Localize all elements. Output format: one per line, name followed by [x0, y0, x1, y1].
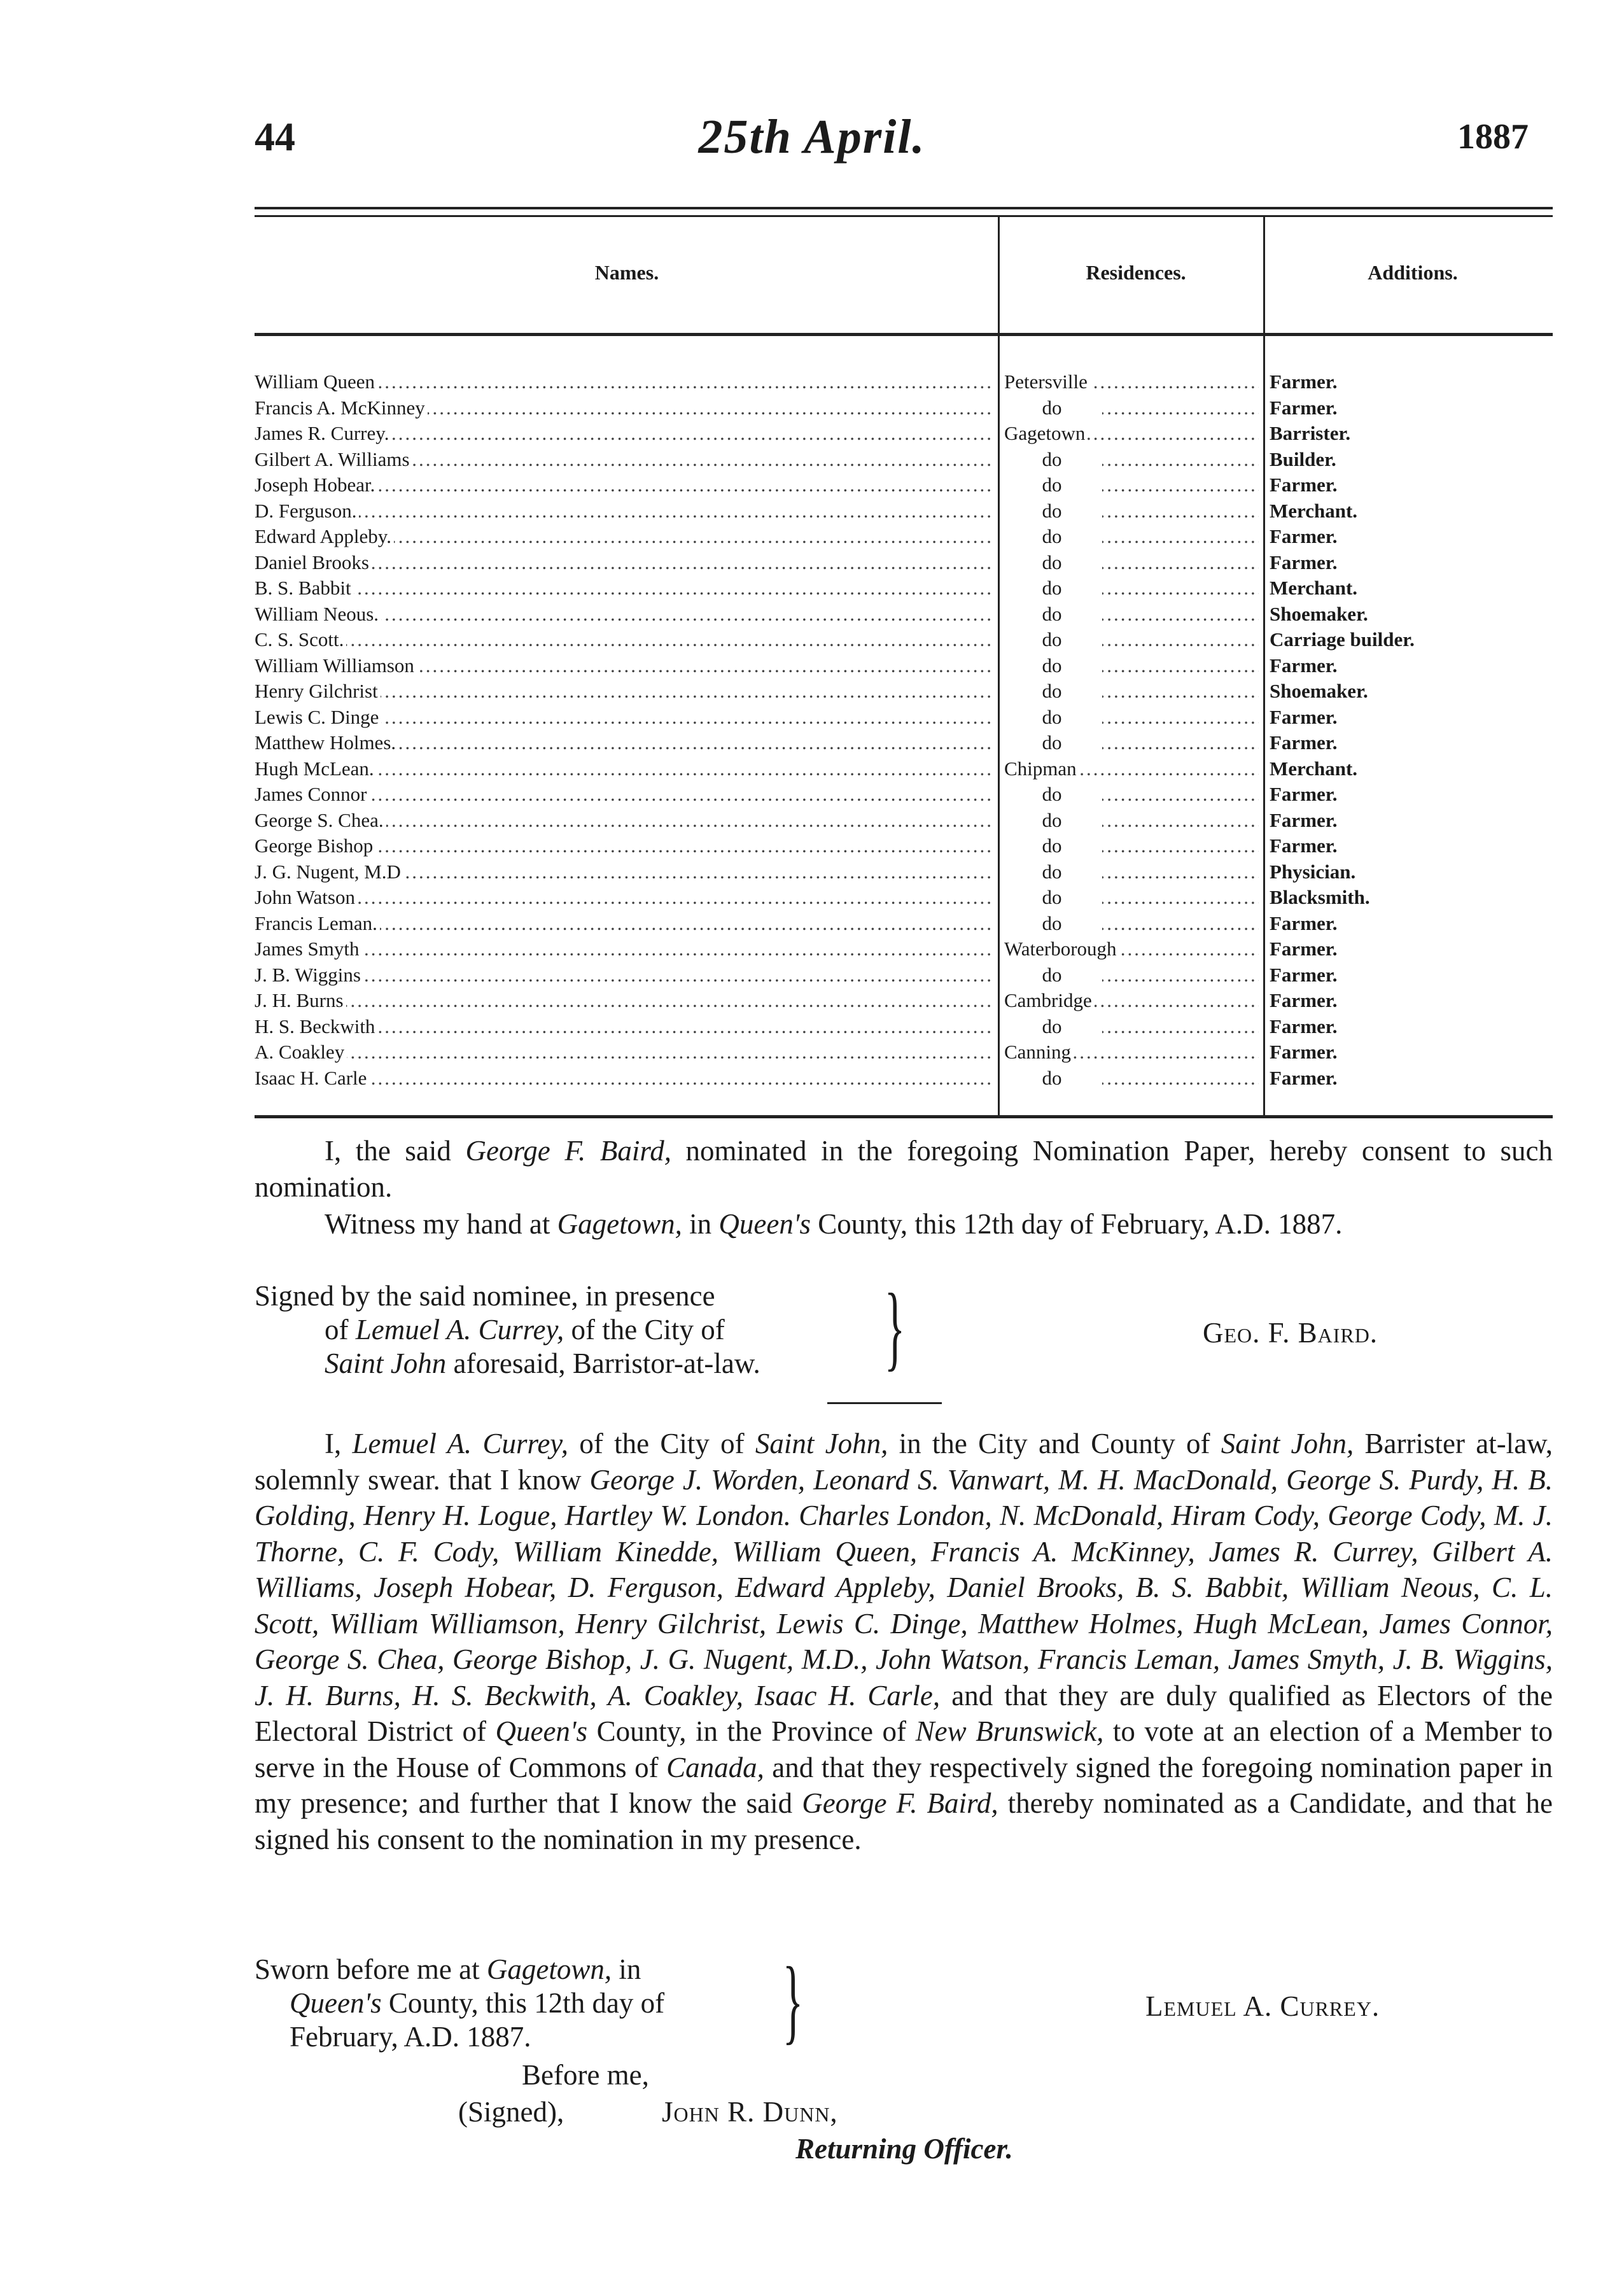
- elector-name: James Smyth .....: [255, 936, 993, 962]
- elector-residence: do .....: [1004, 627, 1259, 652]
- table-row: [255, 601, 1553, 628]
- returning-officer-title: Returning Officer.: [795, 2133, 1013, 2165]
- elector-residence: do .....: [1004, 447, 1259, 472]
- elector-residence: Cambridge .....: [1004, 988, 1259, 1013]
- elector-addition: Farmer.: [1270, 1015, 1338, 1037]
- table-row: [255, 472, 1553, 498]
- table-row: [255, 1065, 1553, 1092]
- elector-name: William Williamson .....: [255, 653, 993, 678]
- elector-addition: Shoemaker.: [1270, 602, 1368, 625]
- elector-name: Francis Leman. .....: [255, 911, 993, 936]
- elector-addition: Farmer.: [1270, 783, 1338, 805]
- elector-residence: do .....: [1004, 962, 1259, 988]
- table-header-rule: [255, 333, 1553, 336]
- table-row: [255, 705, 1553, 731]
- elector-name: George Bishop .....: [255, 833, 993, 859]
- column-header-additions: Additions.: [1368, 261, 1458, 284]
- elector-name: James Connor .....: [255, 782, 993, 807]
- elector-addition: Blacksmith.: [1270, 886, 1370, 908]
- table-row: [255, 421, 1553, 447]
- elector-residence: do .....: [1004, 885, 1259, 910]
- elector-residence: do .....: [1004, 833, 1259, 859]
- returning-officer-name: John R. Dunn,: [662, 2096, 838, 2128]
- affidavit-paragraph: I, Lemuel A. Currey, of the City of Saint John, in the City and County of Saint John, Barrister at-law, solemnly swear. that I know George J. Worden, Leonard S. Vanwart, M. H. MacDonald, George S. Purdy, H. B. Golding, Henry H. Logue, Hartley W. London. Charles London, N. McDonald, Hiram Cody, George Cody, M. J. Thorne, C. F. Cody, William Kinedde, William Queen, Francis A. McKinney, James R. Currey, Gilbert A. Williams, Joseph Hobear, D. Ferguson, Edward Appleby, Daniel Brooks, B. S. Babbit, William Neous, C. L. Scott, William Williamson, Henry Gilchrist, Lewis C. Dinge, Matthew Holmes, Hugh McLean, James Connor, George S. Chea, George Bishop, J. G. Nugent, M.D., John Watson, Francis Leman, James Smyth, J. B. Wiggins, J. H. Burns, H. S. Beckwith, A. Coakley, Isaac H. Carle, and that they are duly qualified as Electors of the Electoral District of Queen's County, in the Province of New Brunswick, to vote at an election of a Member to serve in the House of Commons of Canada, and that they respectively signed the foregoing nomination paper in my presence; and further that I know the said George F. Baird, thereby nominated as a Candidate, and that he signed his consent to the nomination in my presence.: [255, 1428, 1553, 1855]
- elector-residence: do .....: [1004, 782, 1259, 807]
- elector-addition: Farmer.: [1270, 370, 1338, 393]
- elector-name: H. S. Beckwith .....: [255, 1014, 993, 1039]
- elector-name: Joseph Hobear. .....: [255, 472, 993, 498]
- elector-residence: do .....: [1004, 1014, 1259, 1039]
- header-rule-top: [255, 207, 1553, 209]
- elector-addition: Farmer.: [1270, 731, 1338, 754]
- table-row: [255, 988, 1553, 1014]
- elector-residence: do .....: [1004, 678, 1259, 704]
- column-header-residences: Residences.: [1086, 261, 1186, 284]
- elector-residence: do .....: [1004, 859, 1259, 885]
- elector-addition: Physician.: [1270, 860, 1356, 883]
- elector-addition: Farmer.: [1270, 834, 1338, 857]
- elector-residence: do .....: [1004, 730, 1259, 756]
- elector-residence: Canning .....: [1004, 1039, 1259, 1065]
- elector-name: James R. Currey. .....: [255, 421, 993, 446]
- table-row: [255, 730, 1553, 756]
- table-row: [255, 627, 1553, 653]
- elector-residence: do .....: [1004, 808, 1259, 833]
- page-number: 44: [255, 114, 295, 159]
- section-divider: [827, 1402, 942, 1404]
- elector-residence: do .....: [1004, 575, 1259, 601]
- elector-residence: Waterborough .....: [1004, 936, 1259, 962]
- elector-addition: Farmer.: [1270, 1066, 1338, 1089]
- elector-name: B. S. Babbit .....: [255, 575, 993, 601]
- elector-name: Matthew Holmes. .....: [255, 730, 993, 756]
- elector-addition: Farmer.: [1270, 989, 1338, 1011]
- elector-addition: Farmer.: [1270, 1041, 1338, 1063]
- elector-residence: Petersville .....: [1004, 369, 1259, 395]
- sworn-brace: }: [782, 1948, 804, 2053]
- elector-residence: do .....: [1004, 1065, 1259, 1091]
- table-row: [255, 395, 1553, 421]
- header-rule-bottom: [255, 215, 1553, 217]
- signed-label: (Signed),: [458, 2096, 564, 2128]
- elector-residence: do .....: [1004, 498, 1259, 524]
- elector-addition: Farmer.: [1270, 654, 1338, 677]
- column-header-names: Names.: [594, 261, 659, 284]
- elector-name: J. B. Wiggins .....: [255, 962, 993, 988]
- before-me: Before me,: [522, 2059, 649, 2091]
- table-row: [255, 524, 1553, 550]
- elector-residence: do .....: [1004, 911, 1259, 936]
- elector-residence: do .....: [1004, 550, 1259, 575]
- elector-name: C. S. Scott. .....: [255, 627, 993, 652]
- elector-residence: Chipman .....: [1004, 756, 1259, 782]
- elector-residence: do .....: [1004, 601, 1259, 627]
- table-row: [255, 885, 1553, 911]
- table-row: [255, 550, 1553, 576]
- table-row: [255, 653, 1553, 679]
- witness-paragraph: Witness my hand at Gagetown, in Queen's County, this 12th day of February, A.D. 1887.: [325, 1208, 1343, 1240]
- elector-addition: Merchant.: [1270, 757, 1358, 780]
- elector-table: [255, 369, 1553, 1091]
- elector-addition: Farmer.: [1270, 551, 1338, 573]
- elector-addition: Farmer.: [1270, 808, 1338, 831]
- elector-addition: Farmer.: [1270, 963, 1338, 986]
- elector-name: Daniel Brooks .....: [255, 550, 993, 575]
- elector-name: William Queen .....: [255, 369, 993, 395]
- nominee-signature: Geo. F. Baird.: [1203, 1317, 1378, 1349]
- elector-residence: do .....: [1004, 524, 1259, 549]
- page-year: 1887: [1457, 117, 1529, 157]
- elector-addition: Farmer.: [1270, 396, 1338, 419]
- elector-name: Edward Appleby. .....: [255, 524, 993, 549]
- elector-name: William Neous. .....: [255, 601, 993, 627]
- elector-addition: Farmer.: [1270, 705, 1338, 728]
- elector-name: J. H. Burns .....: [255, 988, 993, 1013]
- elector-addition: Farmer.: [1270, 525, 1338, 547]
- table-row: [255, 1039, 1553, 1065]
- elector-addition: Shoemaker.: [1270, 680, 1368, 702]
- elector-residence: do .....: [1004, 653, 1259, 678]
- elector-name: Gilbert A. Williams .....: [255, 447, 993, 472]
- elector-name: Lewis C. Dinge .....: [255, 705, 993, 730]
- table-row: [255, 1014, 1553, 1040]
- table-row: [255, 962, 1553, 988]
- elector-addition: Farmer.: [1270, 474, 1338, 496]
- page-date-heading: 25th April.: [698, 110, 926, 164]
- signed-brace: }: [884, 1274, 906, 1380]
- table-row: [255, 936, 1553, 962]
- elector-addition: Barrister.: [1270, 422, 1351, 444]
- elector-name: Francis A. McKinney .....: [255, 395, 993, 421]
- table-row: [255, 369, 1553, 395]
- table-row: [255, 498, 1553, 524]
- elector-addition: Merchant.: [1270, 577, 1358, 599]
- elector-residence: do .....: [1004, 472, 1259, 498]
- table-row: [255, 756, 1553, 782]
- table-row: [255, 808, 1553, 834]
- elector-residence: do .....: [1004, 395, 1259, 421]
- table-row: [255, 575, 1553, 601]
- elector-addition: Merchant.: [1270, 499, 1358, 522]
- table-row: [255, 859, 1553, 885]
- elector-residence: do .....: [1004, 705, 1259, 730]
- elector-addition: Farmer.: [1270, 938, 1338, 960]
- elector-name: Hugh McLean. .....: [255, 756, 993, 782]
- table-bottom-rule: [255, 1115, 1553, 1118]
- elector-name: A. Coakley .....: [255, 1039, 993, 1065]
- elector-addition: Carriage builder.: [1270, 628, 1415, 650]
- table-row: [255, 447, 1553, 473]
- elector-residence: Gagetown .....: [1004, 421, 1259, 446]
- table-row: [255, 833, 1553, 859]
- elector-name: J. G. Nugent, M.D .....: [255, 859, 993, 885]
- consent-paragraph: I, the said George F. Baird, nominated in the foregoing Nomination Paper, hereby consent to such nomination.: [255, 1135, 1553, 1203]
- elector-addition: Farmer.: [1270, 911, 1338, 934]
- elector-name: George S. Chea. .....: [255, 808, 993, 833]
- sworn-block: Sworn before me at Gagetown, in Queen's County, this 12th day of February, A.D. 1887.: [255, 1953, 665, 2053]
- elector-addition: Builder.: [1270, 447, 1336, 470]
- signed-block: Signed by the said nominee, in presence of Lemuel A. Currey, of the City of Saint John aforesaid, Barristor-at-law.: [255, 1280, 760, 1379]
- elector-name: D. Ferguson. .....: [255, 498, 993, 524]
- elector-name: John Watson .....: [255, 885, 993, 910]
- table-row: [255, 782, 1553, 808]
- table-row: [255, 911, 1553, 937]
- deponent-signature: Lemuel A. Currey.: [1145, 1990, 1380, 2022]
- elector-name: Isaac H. Carle .....: [255, 1065, 993, 1091]
- elector-name: Henry Gilchrist .....: [255, 678, 993, 704]
- table-row: [255, 678, 1553, 705]
